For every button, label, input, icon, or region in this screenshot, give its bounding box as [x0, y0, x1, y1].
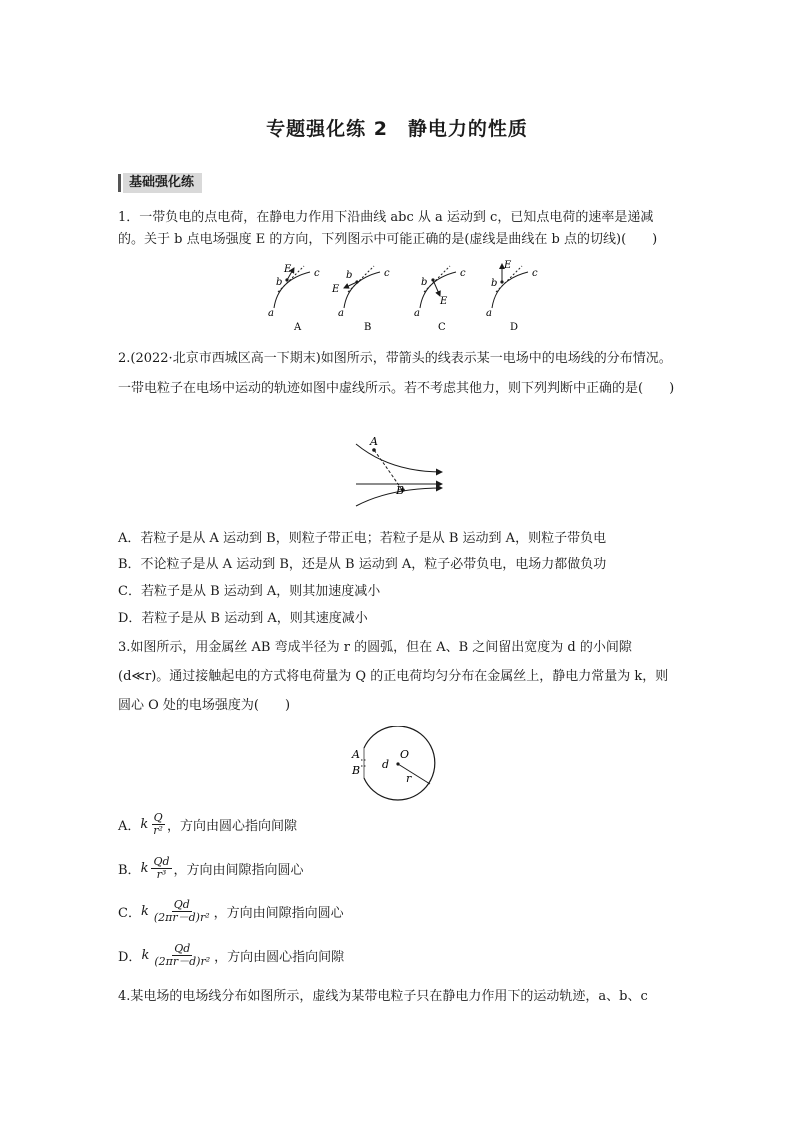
q1-stem: 1．一带负电的点电荷，在静电力作用下沿曲线 abc 从 a 运动到 c，已知点电荷的速率是递减的。关于 b 点电场强度 E 的方向，下列图示中可能正确的是(虚线是曲线在 b 点的切线)( ) — [118, 210, 658, 247]
label-c: c — [532, 268, 538, 279]
fraction — [152, 943, 212, 968]
q2-option-d: D．若粒子是从 B 运动到 A，则其速度减小 — [118, 611, 368, 626]
option-a-label: A — [294, 322, 302, 333]
q1-diagram-d — [486, 260, 538, 333]
label-a: a — [414, 308, 420, 319]
option-d-label: D — [510, 322, 519, 333]
label-b: b — [346, 270, 353, 281]
q1-diagram-c — [414, 266, 466, 333]
q4-stem: 4.某电场的电场线分布如图所示，虚线为某带电粒子只在静电力作用下的运动轨迹，a、b、c — [118, 989, 648, 1004]
option-letter: B． — [118, 863, 141, 878]
denominator: r³ — [156, 868, 167, 881]
label-a: a — [338, 308, 344, 319]
q1-figure — [260, 258, 570, 338]
constant-k: k — [140, 904, 149, 919]
label-b: b — [276, 277, 283, 288]
label-b: b — [421, 277, 428, 288]
option-letter: A． — [118, 819, 141, 834]
q2-option-a: A．若粒子是从 A 运动到 B，则粒子带正电；若粒子是从 B 运动到 A，则粒子带负电 — [118, 531, 607, 546]
denominator: r² — [153, 824, 163, 837]
option-desc: ，方向由间隙指向圆心 — [213, 906, 344, 921]
page-title: 专题强化练 2 静电力的性质 — [266, 118, 528, 140]
q2-option-c: C．若粒子是从 B 运动到 A，则其加速度减小 — [118, 584, 381, 599]
fraction — [151, 856, 171, 881]
q2-option-b: B．不论粒子是从 A 运动到 B，还是从 B 运动到 A，粒子必带负电，电场力都做负功 — [118, 557, 607, 572]
q3-option-a — [118, 812, 297, 837]
numerator: Q — [153, 811, 163, 824]
constant-k: k — [141, 948, 150, 963]
q2-figure — [350, 432, 450, 512]
option-c-label: C — [438, 322, 446, 333]
fraction — [152, 899, 212, 924]
label-d: d — [382, 758, 390, 771]
label-a: a — [486, 308, 492, 319]
point-b-label: B — [396, 484, 405, 497]
point-a-label: A — [370, 435, 378, 448]
denominator: (2πr－d)r² — [154, 955, 211, 968]
q2-stem: 2.(2022·北京市西城区高一下期末)如图所示，带箭头的线表示某一电场中的电场线的分布情况。一带电粒子在电场中运动的轨迹如图中虚线所示。若不考虑其他力，则下列判断中正确的是( ) — [118, 351, 675, 396]
numerator: Qd — [173, 898, 190, 911]
section-bar — [118, 174, 121, 192]
label-a: a — [268, 308, 274, 319]
label-c: c — [314, 268, 320, 279]
denominator: (2πr－d)r² — [153, 911, 210, 924]
label-b: B — [352, 764, 361, 777]
option-b-label: B — [364, 322, 372, 333]
option-desc: ，方向由圆心指向间隙 — [166, 819, 297, 834]
q3-figure — [348, 726, 440, 816]
numerator: Qd — [174, 942, 191, 955]
q3-option-d — [118, 943, 344, 968]
label-c: c — [384, 268, 390, 279]
q1-diagram-a — [268, 264, 320, 333]
label-a: A — [352, 748, 360, 761]
label-e: E — [504, 260, 512, 271]
label-e: E — [440, 296, 448, 307]
label-o: O — [400, 748, 410, 761]
numerator: Qd — [153, 855, 170, 868]
q3-stem: 3.如图所示，用金属丝 AB 弯成半径为 r 的圆弧，但在 A、B 之间留出宽度为 d 的小间隙(d≪r)。通过接触起电的方式将电荷量为 Q 的正电荷均匀分布在金属丝上，静电力常量为 k，则圆心 O 处的电场强度为( ) — [118, 640, 669, 713]
label-e: E — [284, 264, 292, 275]
q3-option-b — [118, 856, 304, 881]
section-label: 基础强化练 — [123, 173, 202, 193]
option-letter: D． — [118, 950, 142, 965]
label-e: E — [332, 284, 340, 295]
fraction — [151, 812, 165, 837]
option-desc: ，方向由圆心指向间隙 — [214, 950, 345, 965]
q3-option-c — [118, 899, 344, 924]
option-desc: ，方向由间隙指向圆心 — [173, 863, 304, 878]
label-b: b — [491, 278, 498, 289]
q1-diagram-b — [331, 266, 390, 333]
constant-k: k — [140, 861, 149, 876]
constant-k: k — [140, 817, 149, 832]
label-r: r — [406, 772, 412, 785]
section-tag — [118, 173, 202, 193]
label-c: c — [460, 268, 466, 279]
option-letter: C． — [118, 906, 141, 921]
